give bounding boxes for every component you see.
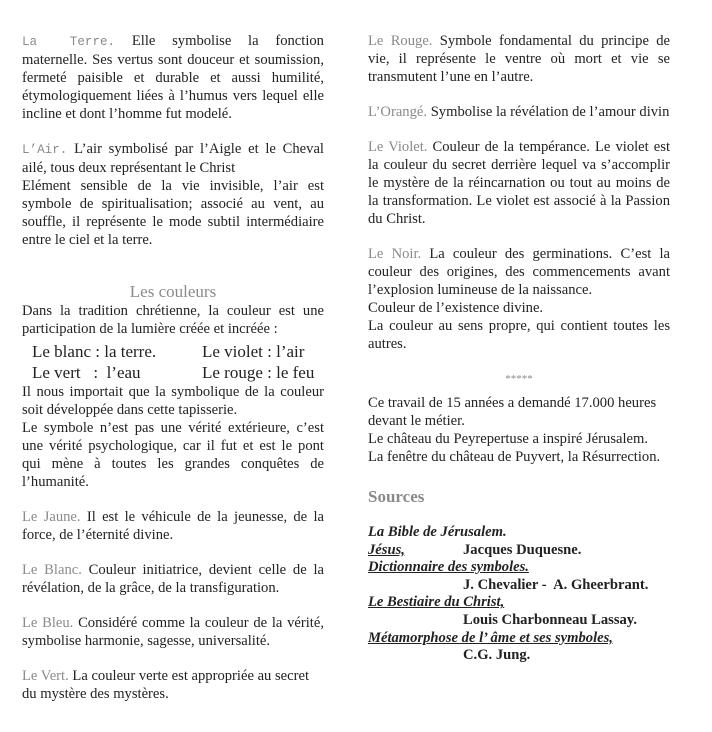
source-item: [368, 594, 670, 629]
text-noir-1: La couleur des germinations. C’est la couleur des origines, des commencements avant l’explosion lumineuse de la naissance.: [368, 246, 671, 298]
separator-stars: *****: [505, 373, 533, 385]
text-noir-3: La couleur au sens propre, qui contient toutes les autres.: [368, 318, 670, 352]
label-terre: La Terre.: [22, 35, 116, 49]
label-rouge: Le Rouge.: [368, 33, 433, 49]
pair-row: [22, 362, 324, 383]
text-closing-3: La fenêtre du château de Puyvert, la Résurrection.: [368, 449, 661, 465]
label-air: L’Air.: [22, 143, 68, 157]
paragraph-vert: [22, 667, 324, 703]
sources-list: [368, 524, 670, 665]
text-vert: La couleur verte est appropriée au secret du mystère des mystères.: [22, 668, 310, 702]
pair-violet: Le violet : l’air: [202, 342, 305, 361]
source-author: Louis Charbonneau Lassay.: [463, 611, 637, 628]
heading-sources: Sources: [368, 487, 425, 506]
color-element-pairs: [22, 341, 324, 383]
text-closing-2: Le château du Peyrepertuse a inspiré Jérusalem.: [368, 431, 649, 447]
paragraph-closing: [368, 394, 670, 466]
right-column: [368, 32, 670, 665]
paragraph-terre: [22, 32, 324, 123]
paragraph-blanc: [22, 561, 324, 597]
label-bleu: Le Bleu.: [22, 615, 74, 631]
label-jaune: Le Jaune.: [22, 509, 81, 525]
source-title: Jésus,: [368, 541, 405, 558]
text-orange: Symbolise la révélation de l’amour divin: [430, 104, 670, 120]
source-item: [368, 542, 670, 560]
label-vert: Le Vert.: [22, 668, 69, 684]
source-title: La Bible de Jérusalem.: [368, 524, 507, 540]
source-author: Jacques Duquesne.: [463, 541, 582, 558]
pair-blanc: Le blanc : la terre.: [32, 342, 157, 361]
label-orange: L’Orangé.: [368, 104, 428, 120]
source-author: C.G. Jung.: [463, 647, 531, 664]
text-blanc: Couleur initiatrice, devient celle de la révélation, de la grâce, de la transfiguration.: [22, 562, 324, 596]
paragraph-orange: [368, 103, 670, 121]
text-couleurs-1: Il nous importait que la symbolique de la couleur soit développée dans cette tapisserie.: [22, 384, 324, 418]
paragraph-couleurs-body: [22, 383, 324, 491]
paragraph-violet: [368, 138, 670, 228]
paragraph-air: [22, 140, 324, 249]
source-item: [368, 559, 670, 594]
text-terre: Elle symbolise la fonction maternelle. Ses vertus sont douceur et soumission, fermeté paisible et durable et aussi humilité, étymologiquement liées à l’humus vers lequel elle incline et dont l’homme fut modelé.: [22, 33, 324, 122]
source-title: Métamorphose de l’ âme et ses symboles,: [368, 629, 613, 646]
text-rouge: Symbole fondamental du principe de vie, il représente le ventre où mort et vie se transmutent l’une en l’autre.: [368, 33, 670, 85]
source-title: Le Bestiaire du Christ,: [368, 594, 505, 611]
text-violet: Couleur de la tempérance. Le violet est la couleur du secret derrière lequel va s’accomplir le mystère de la réincarnation ou tout au moins de la transformation. Le violet est associé à la Passion du Christ.: [368, 139, 670, 227]
paragraph-jaune: [22, 508, 324, 544]
paragraph-noir: [368, 245, 670, 353]
text-air-2: Elément sensible de la vie invisible, l’air est symbole de spiritualisation; associé au vent, au souffle, il représente le mode subtil intermédiaire entre le ciel et la terre.: [22, 178, 324, 248]
paragraph-bleu: [22, 614, 324, 650]
label-violet: Le Violet.: [368, 139, 428, 155]
text-closing-1: Ce travail de 15 années a demandé 17.000 heures devant le métier.: [368, 395, 657, 429]
text-air-1: L’air symbolisé par l’Aigle et le Cheval ailé, tous deux représentant le Christ: [22, 141, 324, 176]
label-blanc: Le Blanc.: [22, 562, 82, 578]
text-couleurs-intro: Dans la tradition chrétienne, la couleur est une participation de la lumière créée et incréée :: [22, 303, 324, 337]
text-couleurs-2: Le symbole n’est pas une vérité extérieure, c’est une vérité psychologique, car il fut et est le pont qui mène à toutes les grandes conquêtes de l’humanité.: [22, 420, 324, 490]
source-author: J. Chevalier - A. Gheerbrant.: [463, 576, 649, 593]
paragraph-rouge: [368, 32, 670, 86]
left-column: [22, 32, 324, 720]
text-bleu: Considéré comme la couleur de la vérité, symbolise harmonie, sagesse, universalité.: [22, 615, 324, 649]
pair-row: [22, 341, 324, 362]
heading-les-couleurs: Les couleurs: [129, 282, 217, 301]
source-title: Dictionnaire des symboles.: [368, 559, 529, 576]
text-noir-2: Couleur de l’existence divine.: [368, 300, 544, 316]
source-item: [368, 524, 670, 542]
label-noir: Le Noir.: [368, 246, 422, 262]
text-jaune: Il est le véhicule de la jeunesse, de la force, de l’éternité divine.: [22, 509, 324, 543]
pair-rouge: Le rouge : le feu: [202, 363, 315, 382]
source-item: [368, 630, 670, 665]
pair-vert: Le vert : l’eau: [32, 363, 141, 382]
